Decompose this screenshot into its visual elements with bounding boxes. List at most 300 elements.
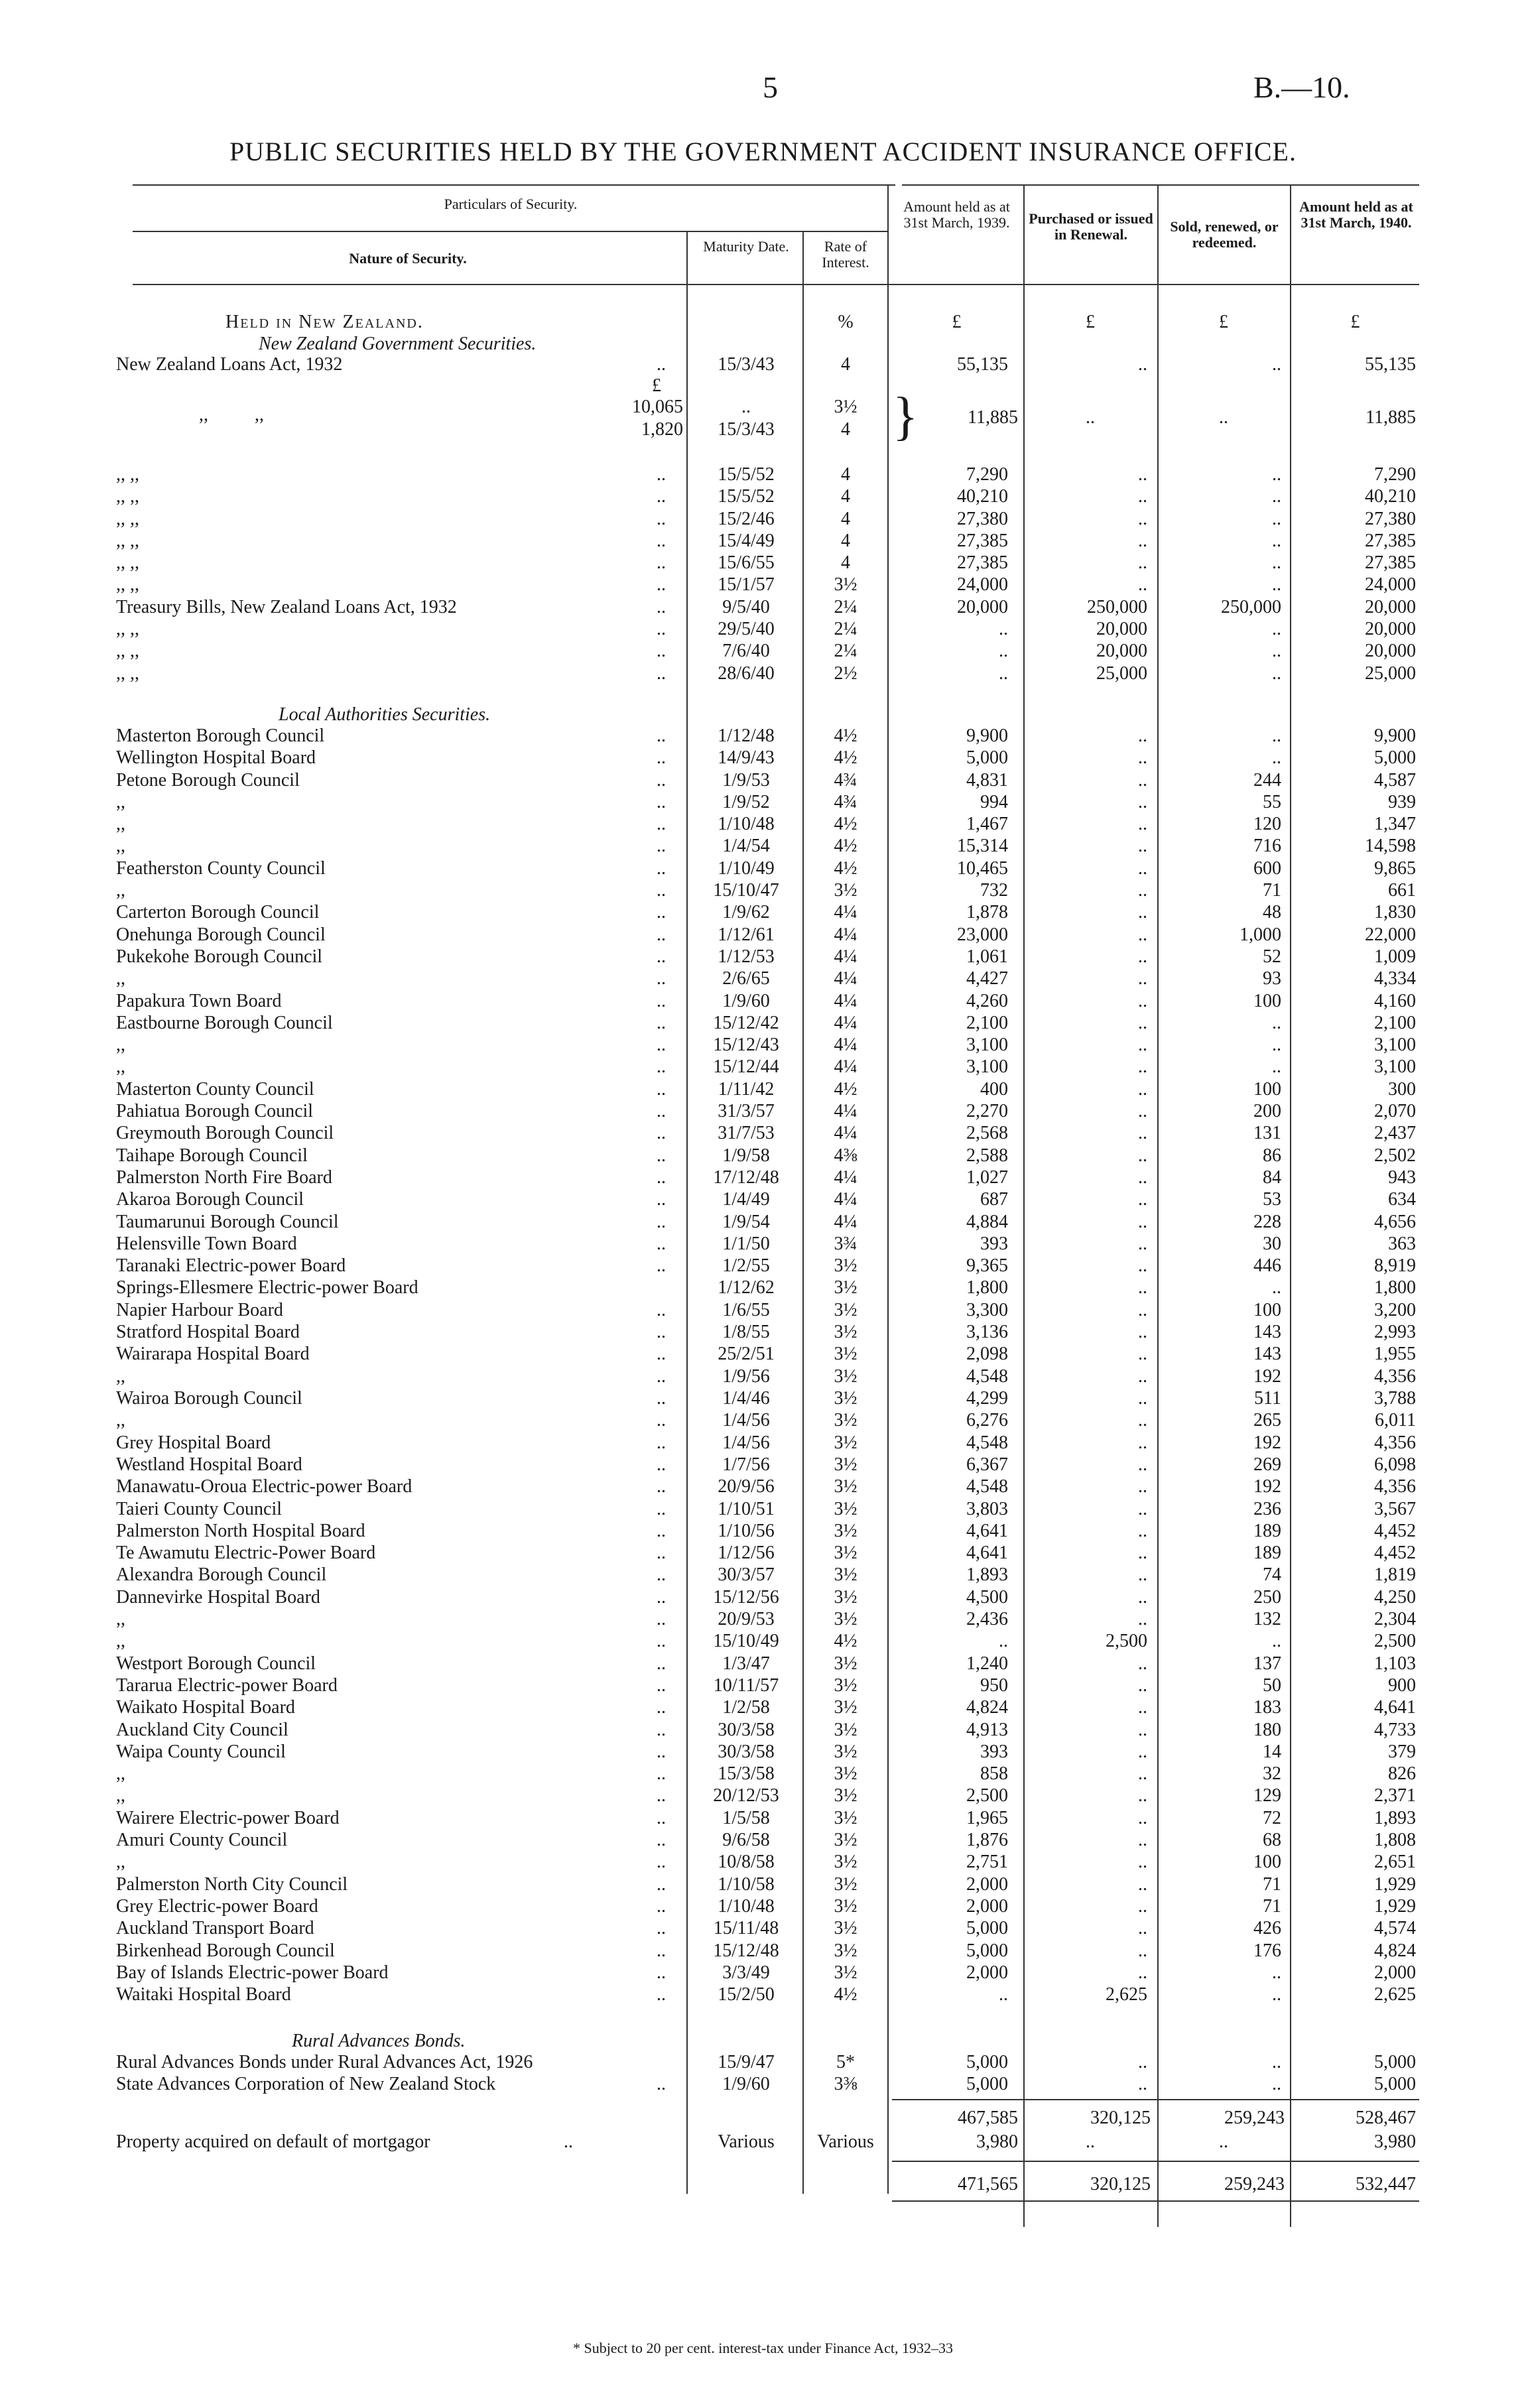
- row-rate: 3¾: [834, 1234, 858, 1254]
- row-held-1939: 4,641: [966, 1543, 1008, 1563]
- row-held-1939: 5,000: [966, 747, 1008, 768]
- row-held-1939: 5,000: [966, 2074, 1008, 2094]
- row-dots: ..: [657, 1101, 666, 1121]
- row-sold: ..: [1272, 726, 1281, 746]
- row-purchased: ..: [1138, 1653, 1147, 1674]
- row-sold: ..: [1272, 1984, 1281, 2005]
- row-rate: 3½: [834, 1763, 858, 1784]
- row-held-1939: 27,380: [957, 509, 1008, 529]
- col-rule-2: [802, 231, 804, 2194]
- row-rate: 4½: [834, 814, 858, 834]
- row-sold: 265: [1253, 1410, 1281, 1430]
- row-purchased: ..: [1138, 968, 1147, 989]
- row-dots: ..: [657, 464, 666, 485]
- row-maturity: 1/4/46: [722, 1388, 770, 1409]
- row-rate: 4¼: [834, 1035, 858, 1055]
- row-sold: ..: [1272, 2052, 1281, 2072]
- row-purchased: ..: [1138, 924, 1147, 945]
- row-held-1939: 40,210: [957, 486, 1008, 507]
- row-purchased: ..: [1138, 1123, 1147, 1143]
- row-purchased: ..: [1138, 1013, 1147, 1033]
- row-maturity: 15/3/43: [718, 354, 775, 375]
- row-purchased: ..: [1138, 1962, 1147, 1983]
- row-purchased: ..: [1138, 726, 1147, 746]
- row-dots: ..: [657, 991, 666, 1011]
- row-purchased: ..: [1138, 574, 1147, 595]
- row-held-1939: 27,385: [957, 531, 1008, 551]
- row-name: Taihape Borough Council: [116, 1145, 308, 1166]
- row-sold: 48: [1263, 902, 1281, 922]
- row-dots: ..: [657, 836, 666, 856]
- row-dots: ..: [657, 880, 666, 901]
- row-held-1940: 20,000: [1365, 641, 1416, 661]
- row-held-1939: 9,365: [966, 1255, 1008, 1276]
- row-purchased: ..: [1138, 902, 1147, 922]
- row-dots: ..: [657, 1675, 666, 1696]
- row-maturity: 1/10/56: [718, 1521, 775, 1541]
- row-name: ,, ,,: [116, 619, 139, 639]
- row-purchased: ..: [1138, 1322, 1147, 1342]
- row-held-1940: 1,929: [1374, 1896, 1416, 1917]
- row-maturity: 29/5/40: [718, 619, 775, 639]
- split-maturity-dots: ..: [741, 397, 751, 417]
- row-name: ,,: [116, 836, 125, 856]
- row-purchased: ..: [1138, 1167, 1147, 1188]
- row-dots: ..: [657, 1830, 666, 1850]
- row-rate: 3½: [834, 880, 858, 901]
- row-purchased: ..: [1138, 1499, 1147, 1519]
- row-maturity: 15/5/52: [718, 464, 775, 485]
- row-held-1940: 20,000: [1365, 597, 1416, 617]
- row-rate: 3½: [834, 1874, 858, 1895]
- row-sold: ..: [1272, 1631, 1281, 1651]
- subtotal-held-1940: 528,467: [1356, 2108, 1416, 2128]
- row-held-1939: 2,000: [966, 1962, 1008, 1983]
- row-purchased: ..: [1138, 1145, 1147, 1166]
- row-rate: 4½: [834, 858, 858, 879]
- row-sold: 72: [1263, 1808, 1281, 1828]
- row-purchased: ..: [1138, 1896, 1147, 1917]
- row-rate: 4½: [834, 1079, 858, 1100]
- row-purchased: ..: [1138, 858, 1147, 879]
- split-amount-a: 10,065: [632, 397, 683, 417]
- row-maturity: 30/3/58: [718, 1742, 775, 1762]
- row-purchased: ..: [1138, 747, 1147, 768]
- row-rate: 3½: [834, 1366, 858, 1387]
- row-held-1939: 1,467: [966, 814, 1008, 834]
- row-name: State Advances Corporation of New Zealand Stock: [116, 2074, 496, 2094]
- row-held-1940: 1,955: [1374, 1344, 1416, 1364]
- row-name: Grey Electric-power Board: [116, 1896, 318, 1917]
- row-rate: 3½: [834, 1587, 858, 1608]
- row-maturity: 10/8/58: [718, 1852, 775, 1872]
- row-held-1940: 4,641: [1374, 1697, 1416, 1718]
- row-dots: ..: [657, 1543, 666, 1563]
- row-rate: 4: [841, 354, 850, 375]
- section-local: Local Authorities Securities.: [279, 704, 491, 725]
- row-purchased: ..: [1138, 1035, 1147, 1055]
- row-held-1940: 40,210: [1365, 486, 1416, 507]
- row-name: Bay of Islands Electric-power Board: [116, 1962, 389, 1983]
- row-dots: ..: [657, 1013, 666, 1033]
- row-held-1939: 3,100: [966, 1035, 1008, 1055]
- row-maturity: 1/6/55: [722, 1300, 770, 1320]
- row-name: ,,: [116, 1366, 125, 1387]
- split-rate-a: 3½: [834, 397, 858, 417]
- row-maturity: 3/3/49: [722, 1962, 770, 1983]
- row-held-1940: 2,500: [1374, 1631, 1416, 1651]
- row-name: Rural Advances Bonds under Rural Advances Act, 1926: [116, 2052, 533, 2072]
- row-purchased: ..: [1138, 1808, 1147, 1828]
- row-dots: ..: [657, 1212, 666, 1232]
- row-held-1939: 4,641: [966, 1521, 1008, 1541]
- row-held-1940: 4,452: [1374, 1543, 1416, 1563]
- row-maturity: 10/11/57: [713, 1675, 779, 1696]
- row-dots: ..: [657, 1056, 666, 1077]
- row-name: Wairere Electric-power Board: [116, 1808, 340, 1828]
- row-held-1939: 3,803: [966, 1499, 1008, 1519]
- row-name: ,,: [116, 1852, 125, 1872]
- property-maturity: Various: [718, 2131, 775, 2152]
- row-rate: 3⅜: [834, 2074, 858, 2094]
- unit-purchased: £: [1086, 312, 1095, 332]
- row-sold: ..: [1272, 2074, 1281, 2094]
- row-dots: ..: [657, 1874, 666, 1895]
- row-sold: 250: [1253, 1587, 1281, 1608]
- row-held-1939: 994: [980, 792, 1008, 812]
- row-held-1939: 10,465: [957, 858, 1008, 879]
- row-rate: 4¼: [834, 1189, 858, 1210]
- row-held-1939: 9,900: [966, 726, 1008, 746]
- row-rate: 3½: [834, 1432, 858, 1453]
- row-held-1939: 4,427: [966, 968, 1008, 989]
- page-code: B.—10.: [1253, 70, 1350, 104]
- row-sold: 100: [1253, 1079, 1281, 1100]
- row-sold: 189: [1253, 1521, 1281, 1541]
- row-sold: 100: [1253, 1852, 1281, 1872]
- row-held-1939: 4,548: [966, 1432, 1008, 1453]
- unit-sold: £: [1219, 312, 1228, 332]
- row-sold: 600: [1253, 858, 1281, 879]
- split-bracket: }: [893, 387, 919, 446]
- row-rate: 3½: [834, 1410, 858, 1430]
- row-rate: 3½: [834, 1521, 858, 1541]
- row-held-1939: 7,290: [966, 464, 1008, 485]
- row-purchased: ..: [1138, 1830, 1147, 1850]
- row-held-1939: 6,276: [966, 1410, 1008, 1430]
- subtotal-sold: 259,243: [1224, 2108, 1285, 2128]
- row-sold: 143: [1253, 1322, 1281, 1342]
- row-purchased: ..: [1138, 1212, 1147, 1232]
- row-dots: ..: [657, 1609, 666, 1629]
- row-dots: ..: [657, 1521, 666, 1541]
- row-maturity: 15/2/50: [718, 1984, 775, 2005]
- row-dots: ..: [657, 814, 666, 834]
- row-name: ,,: [116, 1609, 125, 1629]
- row-maturity: 17/12/48: [713, 1167, 779, 1188]
- row-name: ,, ,,: [116, 486, 139, 507]
- row-rate: 4½: [834, 1631, 858, 1651]
- row-name: ,, ,,: [116, 531, 139, 551]
- row-purchased: ..: [1138, 1476, 1147, 1497]
- row-rate: 3½: [834, 1720, 858, 1740]
- row-rate: 2¼: [834, 641, 858, 661]
- total-held-1940: 532,447: [1356, 2174, 1416, 2194]
- row-sold: ..: [1272, 531, 1281, 551]
- row-name: ,,: [116, 1631, 125, 1651]
- row-held-1940: 24,000: [1365, 574, 1416, 595]
- row-name: Auckland Transport Board: [116, 1918, 314, 1938]
- row-dots: ..: [657, 531, 666, 551]
- row-sold: 180: [1253, 1720, 1281, 1740]
- row-held-1939: 3,136: [966, 1322, 1008, 1342]
- row-dots: ..: [657, 1322, 666, 1342]
- row-held-1939: 2,500: [966, 1785, 1008, 1806]
- row-rate: 4¼: [834, 902, 858, 922]
- row-rate: 3½: [834, 1653, 858, 1674]
- row-rate: 3½: [834, 1255, 858, 1276]
- row-maturity: 1/9/62: [722, 902, 770, 922]
- row-dots: ..: [657, 747, 666, 768]
- row-maturity: 15/12/42: [713, 1013, 779, 1033]
- row-maturity: 1/11/42: [718, 1079, 775, 1100]
- row-held-1940: 4,656: [1374, 1212, 1416, 1232]
- row-held-1939: 1,061: [966, 946, 1008, 967]
- row-rate: 3½: [834, 1852, 858, 1872]
- row-purchased: 2,625: [1106, 1984, 1147, 2005]
- row-name: Masterton County Council: [116, 1079, 314, 1100]
- row-held-1939: ..: [999, 619, 1008, 639]
- row-name: Carterton Borough Council: [116, 902, 320, 922]
- row-purchased: 250,000: [1087, 597, 1147, 617]
- row-rate: 3½: [834, 1564, 858, 1585]
- row-dots: ..: [657, 858, 666, 879]
- row-purchased: ..: [1138, 464, 1147, 485]
- row-dots: ..: [657, 1234, 666, 1254]
- row-purchased: ..: [1138, 991, 1147, 1011]
- row-held-1940: 634: [1388, 1189, 1416, 1210]
- row-held-1940: 661: [1388, 880, 1416, 901]
- row-maturity: 31/3/57: [718, 1101, 775, 1121]
- page-number: 5: [763, 70, 778, 104]
- row-held-1939: 1,965: [966, 1808, 1008, 1828]
- row-name: ,,: [116, 1410, 125, 1430]
- row-name: Alexandra Borough Council: [116, 1564, 327, 1585]
- unit-held-1939: £: [952, 312, 962, 332]
- row-maturity: 1/12/48: [718, 726, 775, 746]
- row-held-1939: ..: [999, 663, 1008, 684]
- row-held-1940: 826: [1388, 1763, 1416, 1784]
- row-sold: 244: [1253, 770, 1281, 791]
- row-purchased: ..: [1138, 1189, 1147, 1210]
- row-purchased: ..: [1138, 814, 1147, 834]
- row-held-1939: ..: [999, 641, 1008, 661]
- row-maturity: 1/9/53: [722, 770, 770, 791]
- row-held-1939: 4,299: [966, 1388, 1008, 1409]
- row-rate: 3½: [834, 1322, 858, 1342]
- row-rate: 3½: [834, 1476, 858, 1497]
- col-rule-3: [887, 184, 889, 2194]
- row-held-1940: 2,502: [1374, 1145, 1416, 1166]
- row-purchased: ..: [1138, 1277, 1147, 1298]
- row-rate: 4: [841, 486, 850, 507]
- row-held-1940: 1,009: [1374, 946, 1416, 967]
- row-rate: 4¼: [834, 924, 858, 945]
- row-held-1939: 55,135: [957, 354, 1008, 375]
- row-purchased: ..: [1138, 1720, 1147, 1740]
- row-sold: 71: [1263, 880, 1281, 901]
- subtotal-held-1939: 467,585: [958, 2108, 1018, 2128]
- row-name: Dannevirke Hospital Board: [116, 1587, 320, 1608]
- row-sold: 52: [1263, 946, 1281, 967]
- row-maturity: 15/5/52: [718, 486, 775, 507]
- row-rate: 4: [841, 531, 850, 551]
- row-held-1940: 3,200: [1374, 1300, 1416, 1320]
- row-held-1940: 5,000: [1374, 2074, 1416, 2094]
- row-held-1940: 943: [1388, 1167, 1416, 1188]
- row-maturity: 1/5/58: [722, 1808, 770, 1828]
- row-purchased: ..: [1138, 1852, 1147, 1872]
- row-held-1940: 6,098: [1374, 1454, 1416, 1475]
- unit-rate: %: [838, 312, 854, 332]
- row-held-1940: 4,452: [1374, 1521, 1416, 1541]
- row-name: Waikato Hospital Board: [116, 1697, 295, 1718]
- row-name: Featherston County Council: [116, 858, 326, 879]
- header-rule-top-left: [133, 184, 895, 186]
- row-sold: 1,000: [1240, 924, 1281, 945]
- row-dots: ..: [657, 1697, 666, 1718]
- row-sold: 30: [1263, 1234, 1281, 1254]
- row-sold: 269: [1253, 1454, 1281, 1475]
- row-sold: ..: [1272, 1035, 1281, 1055]
- row-name: Grey Hospital Board: [116, 1432, 271, 1453]
- row-name: Te Awamutu Electric-Power Board: [116, 1543, 376, 1563]
- row-name: Westland Hospital Board: [116, 1454, 302, 1475]
- row-dots: ..: [657, 1035, 666, 1055]
- row-held-1940: 2,070: [1374, 1101, 1416, 1121]
- header-rule-top-right: [902, 184, 1419, 186]
- row-maturity: 15/3/58: [718, 1763, 775, 1784]
- row-held-1939: 858: [980, 1763, 1008, 1784]
- row-held-1940: 1,808: [1374, 1830, 1416, 1850]
- row-purchased: ..: [1138, 770, 1147, 791]
- row-dots: ..: [657, 2074, 666, 2094]
- row-held-1940: 14,598: [1365, 836, 1416, 856]
- header-held-1940: Amount held as at 31st March, 1940.: [1299, 198, 1413, 231]
- row-purchased: 20,000: [1096, 641, 1147, 661]
- row-held-1940: 4,574: [1374, 1918, 1416, 1938]
- row-held-1939: 2,100: [966, 1013, 1008, 1033]
- header-rule-bottom: [133, 284, 1419, 285]
- row-purchased: ..: [1138, 354, 1147, 375]
- row-purchased: ..: [1138, 509, 1147, 529]
- row-name: Waitaki Hospital Board: [116, 1984, 291, 2005]
- split-amount-b: 1,820: [641, 419, 683, 440]
- row-dots: ..: [657, 354, 666, 375]
- row-dots: ..: [657, 1145, 666, 1166]
- row-rate: 3½: [834, 574, 858, 595]
- row-maturity: 1/7/56: [722, 1454, 770, 1475]
- row-dots: ..: [657, 1587, 666, 1608]
- row-rate: 4¾: [834, 770, 858, 791]
- row-maturity: 9/6/58: [722, 1830, 770, 1850]
- row-maturity: 20/9/56: [718, 1476, 775, 1497]
- row-held-1940: 1,893: [1374, 1808, 1416, 1828]
- row-purchased: ..: [1138, 1079, 1147, 1100]
- row-held-1939: 393: [980, 1234, 1008, 1254]
- row-name: Onehunga Borough Council: [116, 924, 326, 945]
- row-held-1940: 4,334: [1374, 968, 1416, 989]
- property-held-1940: 3,980: [1374, 2131, 1416, 2152]
- row-held-1939: 4,260: [966, 991, 1008, 1011]
- row-held-1939: 2,270: [966, 1101, 1008, 1121]
- col-rule-1: [686, 231, 688, 2194]
- row-dots: ..: [657, 619, 666, 639]
- row-maturity: 1/4/56: [722, 1432, 770, 1453]
- row-dots: ..: [657, 902, 666, 922]
- row-name: Pahiatua Borough Council: [116, 1101, 314, 1121]
- split-held-1940: 11,885: [1366, 407, 1416, 428]
- row-sold: 192: [1253, 1366, 1281, 1387]
- row-held-1940: 2,437: [1374, 1123, 1416, 1143]
- row-purchased: ..: [1138, 1521, 1147, 1541]
- row-held-1939: 2,000: [966, 1896, 1008, 1917]
- row-sold: 14: [1263, 1742, 1281, 1762]
- row-maturity: 15/12/44: [713, 1056, 779, 1077]
- row-held-1939: 3,100: [966, 1056, 1008, 1077]
- row-purchased: ..: [1138, 1564, 1147, 1585]
- row-name: ,, ,,: [116, 663, 139, 684]
- row-rate: 2¼: [834, 619, 858, 639]
- row-maturity: 1/9/60: [722, 991, 770, 1011]
- row-sold: ..: [1272, 747, 1281, 768]
- row-dots: ..: [657, 1499, 666, 1519]
- row-maturity: 31/7/53: [718, 1123, 775, 1143]
- row-sold: 86: [1263, 1145, 1281, 1166]
- row-sold: 131: [1253, 1123, 1281, 1143]
- row-purchased: ..: [1138, 1940, 1147, 1961]
- row-held-1940: 27,385: [1365, 552, 1416, 573]
- header-held-1939: Amount held as at 31st March, 1939.: [903, 198, 1010, 231]
- row-held-1940: 7,290: [1374, 464, 1416, 485]
- row-held-1939: 15,314: [957, 836, 1008, 856]
- row-name: ,,: [116, 968, 125, 989]
- row-sold: ..: [1272, 552, 1281, 573]
- row-name: ,,: [116, 792, 125, 812]
- row-held-1940: 5,000: [1374, 2052, 1416, 2072]
- row-purchased: ..: [1138, 531, 1147, 551]
- row-held-1939: 2,568: [966, 1123, 1008, 1143]
- row-dots: ..: [657, 1300, 666, 1320]
- row-name: Wellington Hospital Board: [116, 747, 316, 768]
- row-held-1940: 9,865: [1374, 858, 1416, 879]
- row-held-1940: 4,356: [1374, 1476, 1416, 1497]
- header-nature: Nature of Security.: [349, 250, 467, 267]
- row-dots: ..: [657, 792, 666, 812]
- row-held-1939: 4,884: [966, 1212, 1008, 1232]
- row-maturity: 1/4/49: [722, 1189, 770, 1210]
- row-rate: 4: [841, 464, 850, 485]
- row-name: Tararua Electric-power Board: [116, 1675, 338, 1696]
- total-rule-top: [892, 2161, 1419, 2162]
- row-name: Eastbourne Borough Council: [116, 1013, 333, 1033]
- row-purchased: ..: [1138, 836, 1147, 856]
- row-held-1939: 1,893: [966, 1564, 1008, 1585]
- row-dots: ..: [657, 1742, 666, 1762]
- property-dots: ..: [564, 2131, 573, 2152]
- row-dots: ..: [657, 1720, 666, 1740]
- row-held-1940: 4,356: [1374, 1366, 1416, 1387]
